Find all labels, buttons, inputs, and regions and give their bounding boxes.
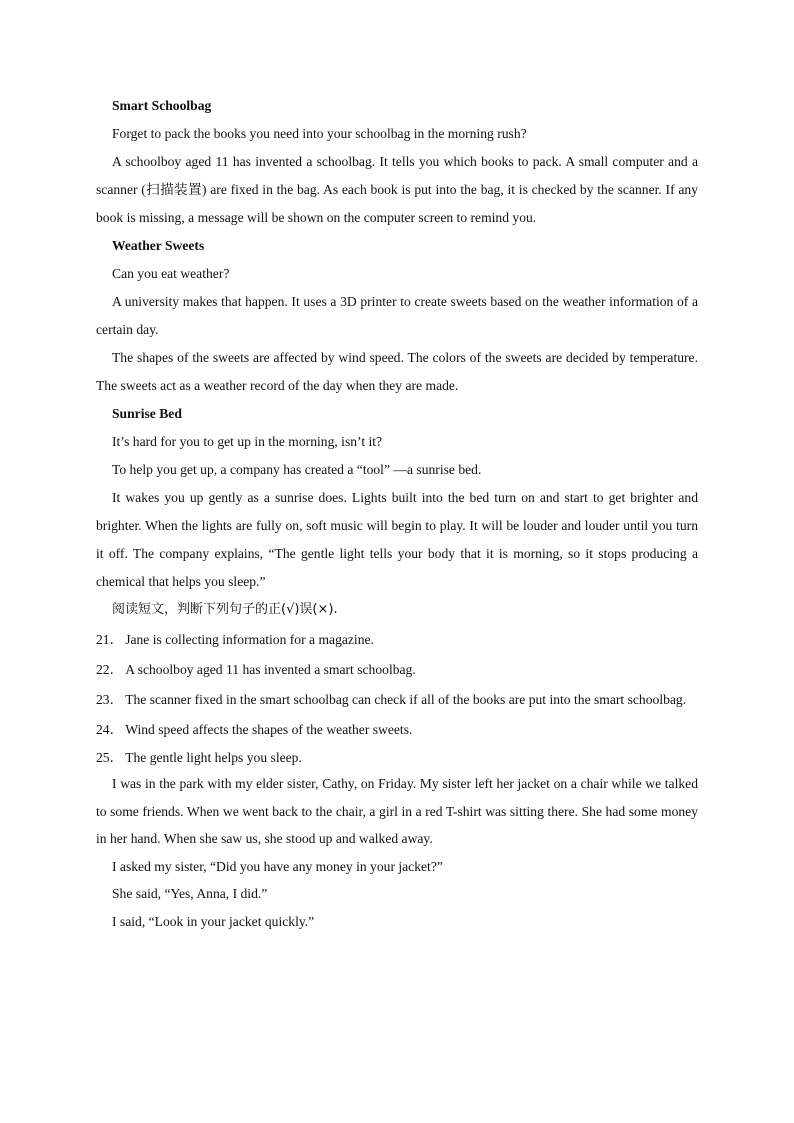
question-text: The gentle light helps you sleep. (125, 750, 302, 765)
document-page (96, 92, 698, 935)
question-text: Wind speed affects the shapes of the weather sweets. (125, 722, 413, 737)
question-item (96, 716, 698, 744)
question-number: 24． (96, 722, 124, 737)
section-title-weather-sweets: Weather Sweets (112, 238, 205, 253)
paragraph: I was in the park with my elder sister, Cathy, on Friday. My sister left her jacket on a chair while we talked to some friends. When we went back to the chair, a girl in a red T-shirt was sitting there. She had some money in her hand. When she saw us, she stood up and walked away. (96, 776, 698, 846)
paragraph: I said, “Look in your jacket quickly.” (112, 913, 315, 929)
section-title-smart-schoolbag: Smart Schoolbag (112, 98, 212, 113)
paragraph: It’s hard for you to get up in the morning, isn’t it? (112, 434, 383, 449)
question-item (96, 746, 698, 770)
question-number: 23． (96, 692, 124, 707)
question-number: 25． (96, 750, 124, 765)
question-number: 22． (96, 662, 124, 677)
paragraph: A schoolboy aged 11 has invented a schoolbag. It tells you which books to pack. A small computer and a scanner (扫描装置) are fixed in the bag. As each book is put into the bag, it is checked by the scanner. If any book is missing, a message will be shown on the computer screen to remind you. (96, 154, 698, 225)
question-number: 21． (96, 632, 124, 647)
paragraph: A university makes that happen. It uses a 3D printer to create sweets based on the weather information of a certain day. (96, 294, 698, 337)
paragraph: To help you get up, a company has created a “tool” —a sunrise bed. (112, 462, 482, 477)
question-item (96, 656, 698, 684)
section-title-sunrise-bed: Sunrise Bed (112, 406, 182, 421)
story-passage (96, 770, 698, 935)
exercise-instruction: 阅读短文，判断下列句子的正(√)误(×). (112, 602, 338, 617)
paragraph: She said, “Yes, Anna, I did.” (112, 886, 268, 901)
question-text: A schoolboy aged 11 has invented a smart schoolbag. (125, 662, 416, 677)
question-item (96, 686, 698, 714)
paragraph: The shapes of the sweets are affected by wind speed. The colors of the sweets are decided by temperature. The sweets act as a weather record of the day when they are made. (96, 350, 698, 393)
question-item (96, 626, 698, 654)
paragraph: It wakes you up gently as a sunrise does. Lights built into the bed turn on and start to get brighter and brighter. When the lights are fully on, soft music will begin to play. It will be louder and louder until you turn it off. The company explains, “The gentle light tells your body that it is morning, so it stops producing a chemical that helps you sleep.” (96, 490, 698, 589)
paragraph: Can you eat weather? (112, 266, 230, 281)
paragraph: Forget to pack the books you need into your schoolbag in the morning rush? (112, 126, 527, 141)
paragraph: I asked my sister, “Did you have any money in your jacket?” (112, 858, 443, 874)
question-text: The scanner fixed in the smart schoolbag can check if all of the books are put into the smart schoolbag. (125, 692, 687, 707)
question-text: Jane is collecting information for a magazine. (125, 632, 374, 647)
